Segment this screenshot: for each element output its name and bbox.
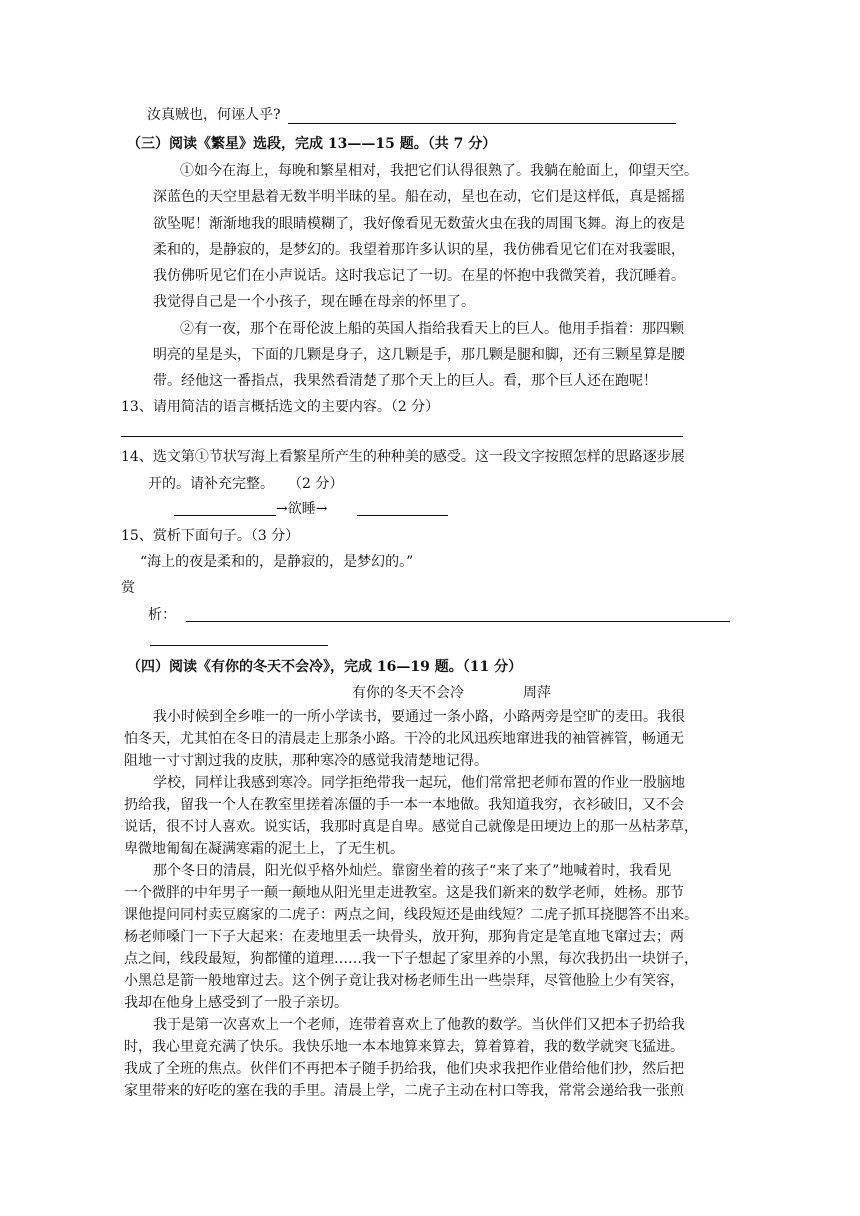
section3-heading: （三）阅读《繁星》选段，完成 13——15 题。（共 7 分）: [127, 136, 497, 152]
answer-blank-15a[interactable]: [186, 621, 730, 622]
article-line: 说话，很不讨人喜欢。说实话，我那时真是自卑。感觉自己就像是田埂边上的那一丛枯茅草，: [124, 819, 698, 835]
article-title: 有你的冬天不会冷: [352, 685, 464, 701]
article-author: 周萍: [523, 685, 551, 701]
article-line: 学校，同样让我感到寒冷。同学拒绝带我一起玩，他们常常把老师布置的作业一股脑地: [153, 775, 685, 791]
article-line: 我小时候到全乡唯一的一所小学读书，要通过一条小路，小路两旁是空旷的麦田。我很: [153, 709, 685, 725]
section3-para1-line: 我觉得自己是一个小孩子，现在睡在母亲的怀里了。: [153, 294, 475, 310]
article-line: 阻地一寸寸割过我的皮肤，那种寒冷的感觉我清楚地记得。: [124, 753, 488, 769]
question-15-quote: “海上的夜是柔和的，是静寂的，是梦幻的。”: [140, 554, 414, 570]
section3-para2-line: 明亮的星是头，下面的几颗是身子，这几颗是手，那几颗是腿和脚，还有三颗星算是腰: [153, 347, 685, 363]
answer-blank-intro[interactable]: [288, 123, 676, 124]
intro-text: 汝真贼也，何诬人乎?: [147, 107, 281, 123]
article-line: 时，我心里竟充满了快乐。我快乐地一本本地算来算去，算着算着，我的数学就突飞猛进。: [124, 1039, 684, 1055]
question-13: 13、请用简洁的语言概括选文的主要内容。（2 分）: [121, 399, 440, 415]
article-line: 卑微地匍匐在凝满寒霜的泥土上，了无生机。: [124, 841, 404, 857]
article-line: 一个微胖的中年男子一颠一颠地从阳光里走进教室。这是我们新来的数学老师，姓杨。那节: [124, 885, 684, 901]
question-15-label-b: 析：: [148, 607, 176, 623]
section4-heading: （四）阅读《有你的冬天不会冷》，完成 16—19 题。（11 分）: [127, 659, 523, 675]
section3-para1-line: ①如今在海上，每晚和繁星相对，我把它们认得很熟了。我躺在舱面上，仰望天空。: [180, 163, 698, 179]
section3-para1-line: 欲坠呢！渐渐地我的眼睛模糊了，我好像看见无数萤火虫在我的周围飞舞。海上的夜是: [153, 216, 685, 232]
article-line: 杨老师嗓门一下子大起来：在麦地里丢一块骨头，放开狗，那狗肯定是笔直地飞窜过去；两: [124, 929, 684, 945]
section3-para2-line: 带。经他这一番指点，我果然看清楚了那个天上的巨人。看，那个巨人还在跑呢！: [153, 373, 657, 389]
question-14-arrow-text: →欲睡→: [276, 501, 328, 517]
answer-blank-15b[interactable]: [150, 645, 328, 646]
question-14-line1: 14、选文第①节状写海上看繁星所产生的种种美的感受。这一段文字按照怎样的思路逐步展: [121, 449, 685, 465]
intro-line: [147, 105, 281, 125]
section3-para2-line: ②有一夜，那个在哥伦波上船的英国人指给我看天上的巨人。他用手指着：那四颗: [180, 321, 684, 337]
article-line: 我于是第一次喜欢上一个老师，连带着喜欢上了他教的数学。当伙伴们又把本子扔给我: [153, 1017, 685, 1033]
answer-blank-13[interactable]: [121, 436, 683, 437]
article-line: 我成了全班的焦点。伙伴们不再把本子随手扔给我，他们央求我把作业借给他们抄，然后把: [124, 1061, 684, 1077]
article-line: 点之间，线段最短，狗都懂的道理……我一下子想起了家里养的小黑，每次我扔出一块饼子，: [124, 951, 698, 967]
answer-blank-14a[interactable]: [174, 515, 276, 516]
section3-para1-line: 柔和的，是静寂的，是梦幻的。我望着那许多认识的星，我仿佛看见它们在对我霎眼，: [153, 242, 685, 258]
article-line: 我却在他身上感受到了一股子亲切。: [124, 995, 348, 1011]
article-line: 课他提问同村卖豆腐家的二虎子：两点之间，线段短还是曲线短？二虎子抓耳挠腮答不出来。: [124, 907, 698, 923]
article-line: 那个冬日的清晨，阳光似乎格外灿烂。靠窗坐着的孩子“来了来了”地喊着时，我看见: [153, 863, 672, 879]
article-line: 怕冬天，尤其怕在冬日的清晨走上那条小路。干冷的北风迅疾地窜进我的袖管裤管，畅通无: [124, 731, 684, 747]
question-14-line2: 开的。请补充完整。 （2 分）: [148, 476, 344, 492]
question-15: 15、赏析下面句子。（3 分）: [121, 528, 300, 544]
section3-para1-line: 我仿佛听见它们在小声说话。这时我忘记了一切。在星的怀抱中我微笑着，我沉睡着。: [153, 268, 685, 284]
article-line: 小黑总是箭一般地窜过去。这个例子竟让我对杨老师生出一些崇拜，尽管他脸上少有笑容，: [124, 973, 684, 989]
article-line: 家里带来的好吃的塞在我的手里。清晨上学，二虎子主动在村口等我，常常会递给我一张煎: [124, 1083, 684, 1099]
question-15-label-a: 赏: [121, 580, 135, 596]
section3-para1-line: 深蓝色的天空里悬着无数半明半昧的星。船在动，星也在动，它们是这样低，真是摇摇: [153, 189, 685, 205]
answer-blank-14b[interactable]: [357, 515, 448, 516]
article-line: 扔给我，留我一个人在教室里搓着冻僵的手一本一本地做。我知道我穷，衣衫破旧，又不会: [124, 797, 684, 813]
